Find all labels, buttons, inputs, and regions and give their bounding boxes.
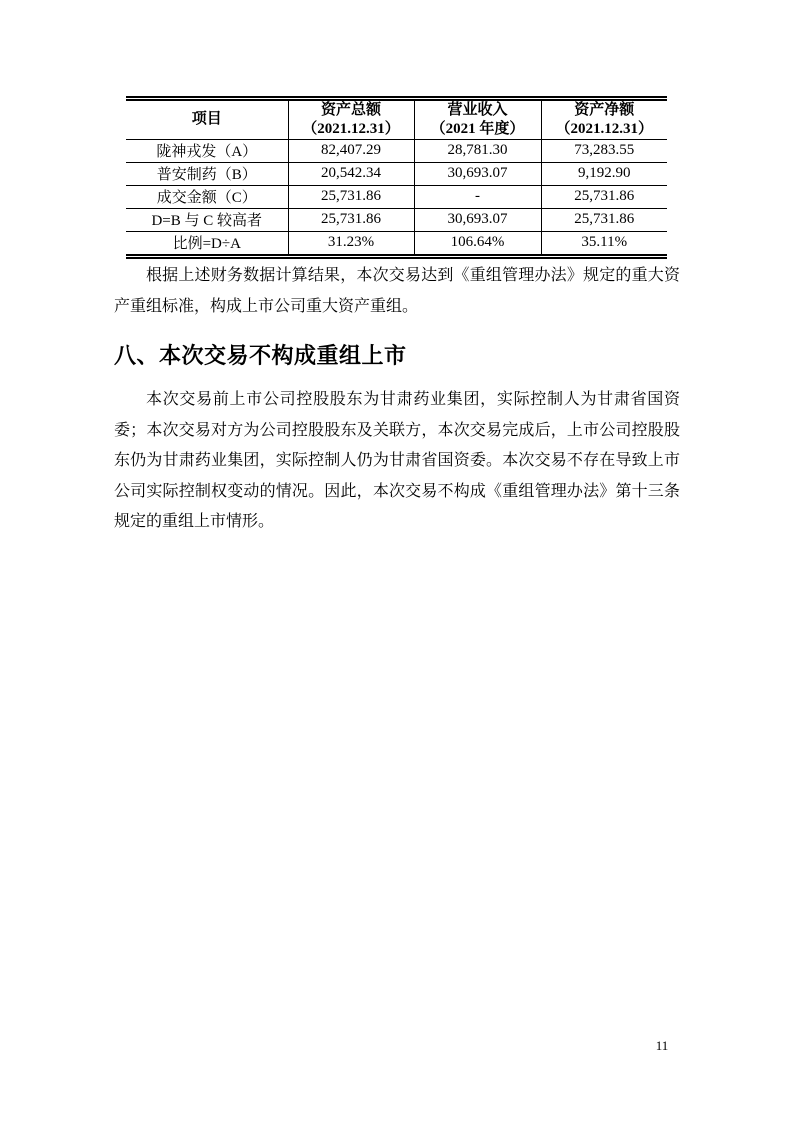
table-header-row	[126, 99, 667, 140]
table-cell: 28,781.30	[414, 139, 541, 162]
table-row	[126, 139, 667, 162]
table-header-cell-net-assets	[541, 99, 667, 140]
table-cell: 成交金额（C）	[126, 185, 288, 208]
table-header-cell-total-assets	[288, 99, 414, 140]
table-cell: 25,731.86	[541, 185, 667, 208]
table-cell: 82,407.29	[288, 139, 414, 162]
table-cell: 106.64%	[414, 231, 541, 256]
table-cell: 25,731.86	[288, 208, 414, 231]
paragraph-no-restructuring-listing-body: 本次交易前上市公司控股股东为甘肃药业集团，实际控制人为甘肃省国资委；本次交易对方为公司控股股东及关联方，本次交易完成后，上市公司控股股东仍为甘肃药业集团，实际控制人仍为甘肃省国资委。本次交易不存在导致上市公司实际控制权变动的情况。因此，本次交易不构成《重组管理办法》第十三条规定的重组上市情形。	[114, 391, 680, 530]
table-cell: 20,542.34	[288, 162, 414, 185]
table-cell: D=B 与 C 较高者	[126, 208, 288, 231]
header-line2: （2021 年度）	[430, 120, 525, 137]
header-line1: 营业收入	[447, 102, 508, 118]
header-line2: （2021.12.31）	[555, 120, 653, 137]
table-cell: 比例=D÷A	[172, 236, 241, 252]
page-number: 11	[655, 1038, 669, 1053]
table-cell: 25,731.86	[288, 185, 414, 208]
header-line1: 资产净额	[574, 102, 635, 118]
table-cell: 30,693.07	[414, 208, 541, 231]
table-cell: 35.11%	[541, 231, 667, 256]
table-row	[126, 231, 667, 256]
header-line1: 项目	[191, 111, 222, 128]
header-line1: 资产总额	[320, 102, 381, 118]
table-cell: 普安制药（B）	[126, 162, 288, 185]
table-cell: 9,192.90	[541, 162, 667, 185]
table-cell: 30,693.07	[414, 162, 541, 185]
header-line2: （2021.12.31）	[302, 120, 400, 137]
table-header-cell-item	[126, 99, 288, 140]
table-header-cell-revenue	[414, 99, 541, 140]
section-heading-no-restructuring-listing: 八、本次交易不构成重组上市	[114, 343, 407, 368]
table-cell: 31.23%	[288, 231, 414, 256]
financial-comparison-table-wrap	[126, 96, 667, 259]
financial-comparison-table	[126, 96, 667, 259]
table-cell: -	[414, 185, 541, 208]
table-row	[126, 208, 667, 231]
table-cell: 73,283.55	[541, 139, 667, 162]
table-cell: 陇神戎发（A）	[126, 139, 288, 162]
table-cell: 25,731.86	[541, 208, 667, 231]
paragraph-major-asset-restructuring-conclusion: 根据上述财务数据计算结果，本次交易达到《重组管理办法》规定的重大资产重组标准，构成上市公司重大资产重组。	[114, 267, 680, 315]
table-row	[126, 162, 667, 185]
table-row	[126, 185, 667, 208]
